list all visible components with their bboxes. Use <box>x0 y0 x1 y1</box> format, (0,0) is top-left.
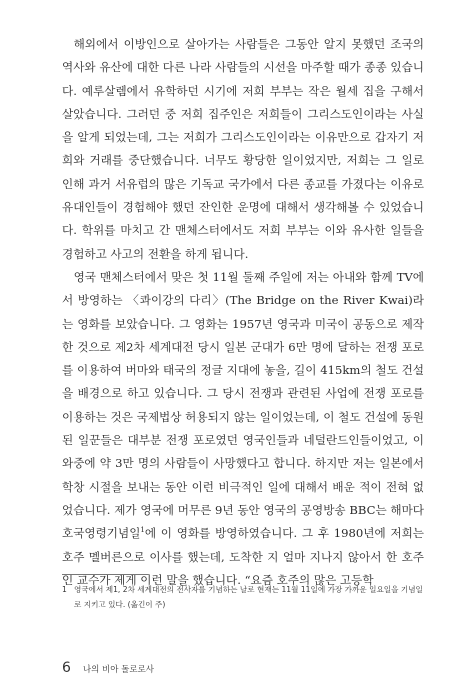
footnote-reference[interactable]: 1 <box>140 526 145 535</box>
body-text <box>62 33 424 592</box>
running-title: 나의 비아 돌로로사 <box>82 665 155 675</box>
paragraph-1: 해외에서 이방인으로 살아가는 사람들은 그동안 알지 못했던 조국의 역사와 유산에 대한 다른 나라 사람들의 시선을 마주할 때가 종종 있습니다. 예루살렘에서 유학하던 시기에 저희 부부는 작은 월세 집을 구해서 살았습니다. 그러던 중 저희 집주인은 저희들이 그리스도인이라는 사실을 알게 되었는데, 그는 저희가 그리스도인이라는 이유만으로 갑자기 저희와 거래를 중단했습니다. 너무도 황당한 일이었지만, 저희는 그 일로 인해 과거 서유럽의 많은 기독교 국가에서 다른 종교를 가졌다는 이유로 유대인들이 경험해야 했던 잔인한 운명에 대해서 생각해볼 수 있었습니다. 학위를 마치고 간 맨체스터에서도 저희 부부는 이와 유사한 일들을 경험하고 사고의 전환을 하게 됩니다. <box>62 37 424 261</box>
footnote <box>62 582 424 612</box>
footnote-number: 1 <box>62 585 67 594</box>
paragraph-2 <box>62 266 424 592</box>
paragraph-2-main: 영국 맨체스터에서 맞은 첫 11월 둘째 주일에 저는 아내와 함께 TV에서 방영하는 〈콰이강의 다리〉(The Bridge on the River Kwai)라는 영화를 보았습니다. 그 영화는 1957년 영국과 미국이 공동으로 제작한 것으로 제2차 세계대전 당시 일본 군대가 6만 명에 달하는 전쟁 포로를 이용하여 버마와 태국의 정글 지대에 놓을, 길이 415km의 철도 건설을 배경으로 하고 있습니다. 그 당시 전쟁과 관련된 사업에 전쟁 포로를 이용하는 것은 국제법상 허용되지 않는 일이었는데, 이 철도 건설에 동원된 일꾼들은 대부분 전쟁 포로였던 영국인들과 네덜란드인들이었고, 이 와중에 약 3만 명의 사람들이 사망했다고 합니다. 하지만 저는 일본에서 학창 시절을 보내는 동안 이런 비극적인 일에 대해서 배운 적이 전혀 없었습니다. 제가 영국에 머무른 9년 동안 영국의 공영방송 BBC는 해마다 호국영령기념일 <box>62 269 424 541</box>
footnote-divider <box>62 574 148 575</box>
page-footer <box>62 660 154 676</box>
page-number: 6 <box>62 660 71 676</box>
footnote-text: 영국에서 제1, 2차 세계대전의 전사자를 기념하는 날로 현재는 11월 11일에 가장 가까운 일요일을 기념일로 지키고 있다. (옮긴이 주) <box>74 585 423 609</box>
paragraph-2-tail: 에 이 영화를 방영하였습니다. 그 후 1980년에 저희는 호주 멜버른으로 이사를 했는데, 도착한 지 얼마 지나지 않아서 한 호주인 교수가 제게 이런 말을 했습니다. “요즘 호주의 많은 고등학 <box>62 526 424 587</box>
